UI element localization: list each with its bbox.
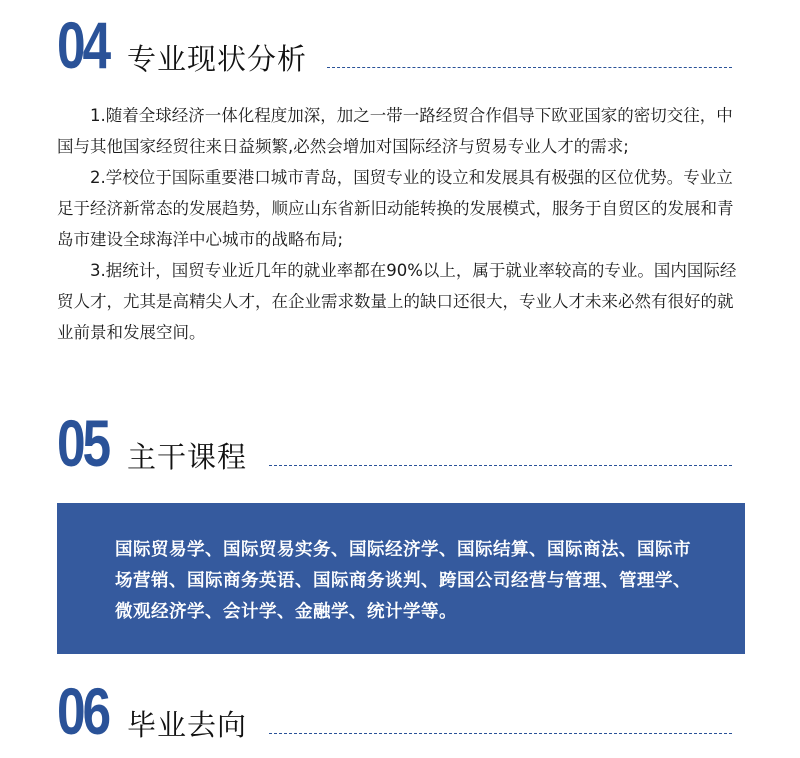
paragraph: 3.据统计，国贸专业近几年的就业率都在90%以上，属于就业率较高的专业。国内国际经贸人才，尤其是高精尖人才，在企业需求数量上的缺口还很大，专业人才未来必然有很好的就业前景和发展空间。 [57, 261, 737, 342]
status-analysis-text [57, 100, 745, 348]
section-header-04 [57, 8, 732, 82]
courses-text: 国际贸易学、国际贸易实务、国际经济学、国际结算、国际商法、国际市场营销、国际商务英语、国际商务谈判、跨国公司经营与管理、管理学、微观经济学、会计学、金融学、统计学等。 [115, 540, 691, 622]
section-title: 专业现状分析 [127, 42, 308, 76]
section-divider [327, 67, 732, 68]
paragraph: 1.随着全球经济一体化程度加深，加之一带一路经贸合作倡导下欧亚国家的密切交往，中国与其他国家经贸往来日益频繁,必然会增加对国际经济与贸易专业人才的需求; [57, 106, 733, 156]
courses-box [57, 503, 745, 654]
section-header-05 [57, 406, 732, 480]
section-title: 主干课程 [127, 440, 248, 474]
section-divider [269, 733, 732, 734]
section-divider [269, 465, 732, 466]
paragraph: 2.学校位于国际重要港口城市青岛，国贸专业的设立和发展具有极强的区位优势。专业立足于经济新常态的发展趋势，顺应山东省新旧动能转换的发展模式，服务于自贸区的发展和青岛市建设全球海洋中心城市的战略布局; [57, 168, 734, 249]
section-title: 毕业去向 [127, 708, 248, 742]
section-number: 05 [57, 406, 109, 480]
section-header-06 [57, 674, 732, 748]
section-number: 04 [57, 8, 109, 82]
section-number: 06 [57, 674, 109, 748]
